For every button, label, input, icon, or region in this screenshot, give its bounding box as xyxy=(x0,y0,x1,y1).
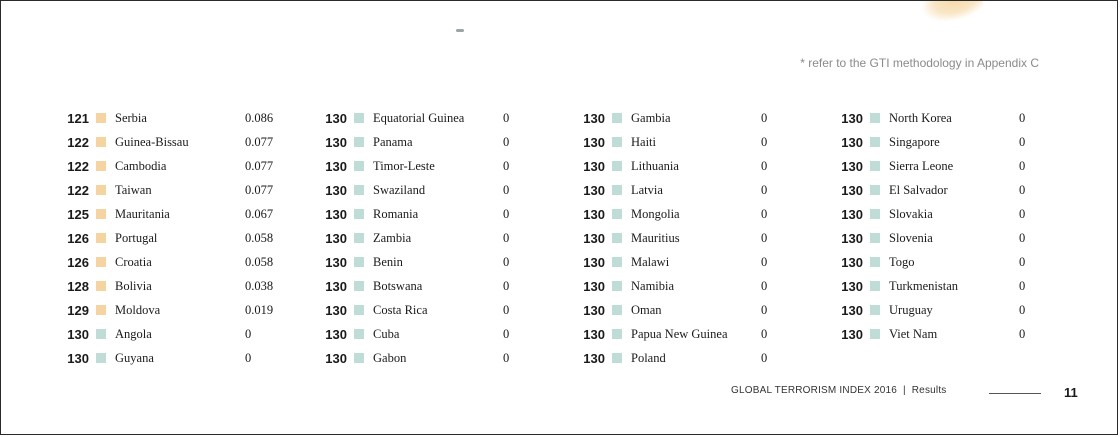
rank-value: 130 xyxy=(583,182,605,198)
country-name: Namibia xyxy=(631,278,675,293)
table-row xyxy=(61,178,301,202)
score-value: 0 xyxy=(1019,110,1026,125)
score-value: 0 xyxy=(1019,254,1026,269)
table-row xyxy=(835,202,1075,226)
score-value: 0 xyxy=(503,134,510,149)
score-value: 0 xyxy=(761,350,768,365)
country-name: Serbia xyxy=(115,110,147,125)
category-swatch xyxy=(612,137,622,147)
category-swatch xyxy=(354,281,364,291)
table-row xyxy=(319,250,559,274)
score-value: 0.038 xyxy=(245,278,274,293)
table-row xyxy=(577,226,817,250)
rank-value: 130 xyxy=(583,206,605,222)
table-row xyxy=(61,250,301,274)
country-name: Portugal xyxy=(115,230,158,245)
category-swatch xyxy=(870,305,880,315)
category-swatch xyxy=(96,353,106,363)
score-value: 0.086 xyxy=(245,110,274,125)
rank-value: 126 xyxy=(67,254,89,270)
country-name: Cambodia xyxy=(115,158,167,173)
category-swatch xyxy=(612,113,622,123)
rank-value: 129 xyxy=(67,302,89,318)
category-swatch xyxy=(870,257,880,267)
score-value: 0 xyxy=(503,230,510,245)
score-value: 0 xyxy=(761,326,768,341)
table-row xyxy=(577,106,817,130)
score-value: 0.077 xyxy=(245,134,274,149)
country-name: Latvia xyxy=(631,182,663,197)
country-name: Viet Nam xyxy=(889,326,938,341)
category-swatch xyxy=(870,185,880,195)
rank-value: 122 xyxy=(67,182,89,198)
score-value: 0 xyxy=(761,254,768,269)
rank-value: 130 xyxy=(325,158,347,174)
country-name: Haiti xyxy=(631,134,656,149)
table-row xyxy=(61,346,301,370)
rank-value: 130 xyxy=(67,326,89,342)
score-value: 0 xyxy=(1019,278,1026,293)
score-value: 0 xyxy=(503,278,510,293)
category-swatch xyxy=(612,305,622,315)
category-swatch xyxy=(354,257,364,267)
ranking-column-2 xyxy=(319,106,559,370)
country-name: Equatorial Guinea xyxy=(373,110,465,125)
country-name: Swaziland xyxy=(373,182,426,197)
score-value: 0.058 xyxy=(245,230,274,245)
category-swatch xyxy=(612,185,622,195)
category-swatch xyxy=(870,137,880,147)
rank-value: 130 xyxy=(583,134,605,150)
table-row xyxy=(61,274,301,298)
score-value: 0.077 xyxy=(245,158,274,173)
rank-value: 130 xyxy=(325,110,347,126)
decorative-splash xyxy=(918,0,986,29)
rank-value: 130 xyxy=(325,278,347,294)
rank-value: 130 xyxy=(841,278,863,294)
country-name: Papua New Guinea xyxy=(631,326,728,341)
score-value: 0 xyxy=(503,326,510,341)
category-swatch xyxy=(96,281,106,291)
country-name: Timor-Leste xyxy=(373,158,435,173)
score-value: 0 xyxy=(761,206,768,221)
score-value: 0 xyxy=(761,134,768,149)
rank-value: 130 xyxy=(67,350,89,366)
country-name: Turkmenistan xyxy=(889,278,958,293)
category-swatch xyxy=(96,137,106,147)
score-value: 0 xyxy=(503,350,510,365)
country-name: Costa Rica xyxy=(373,302,428,317)
country-name: Bolivia xyxy=(115,278,152,293)
score-value: 0 xyxy=(1019,206,1026,221)
rank-value: 130 xyxy=(325,302,347,318)
rank-value: 130 xyxy=(841,182,863,198)
table-row xyxy=(835,130,1075,154)
table-row xyxy=(577,298,817,322)
rank-value: 128 xyxy=(67,278,89,294)
score-value: 0.058 xyxy=(245,254,274,269)
score-value: 0 xyxy=(503,110,510,125)
country-name: Panama xyxy=(373,134,413,149)
country-name: Uruguay xyxy=(889,302,933,317)
score-value: 0 xyxy=(245,326,252,341)
country-name: Gambia xyxy=(631,110,671,125)
category-swatch xyxy=(96,257,106,267)
category-swatch xyxy=(96,233,106,243)
country-name: Croatia xyxy=(115,254,152,269)
rank-value: 130 xyxy=(841,326,863,342)
rank-value: 130 xyxy=(583,254,605,270)
rank-value: 130 xyxy=(583,230,605,246)
category-swatch xyxy=(96,305,106,315)
ranking-column-1 xyxy=(61,106,301,370)
footer-text xyxy=(731,385,947,396)
table-row xyxy=(319,322,559,346)
country-name: Poland xyxy=(631,350,666,365)
country-name: El Salvador xyxy=(889,182,948,197)
page-number: 11 xyxy=(1064,385,1078,400)
country-name: Mauritius xyxy=(631,230,680,245)
footer-separator: | xyxy=(902,385,906,396)
score-value: 0 xyxy=(1019,158,1026,173)
country-name: North Korea xyxy=(889,110,952,125)
category-swatch xyxy=(870,113,880,123)
country-name: Togo xyxy=(889,254,915,269)
table-row xyxy=(319,130,559,154)
table-row xyxy=(835,226,1075,250)
category-swatch xyxy=(612,209,622,219)
score-value: 0 xyxy=(1019,182,1026,197)
rank-value: 122 xyxy=(67,134,89,150)
category-swatch xyxy=(612,233,622,243)
table-row xyxy=(319,178,559,202)
category-swatch xyxy=(96,329,106,339)
table-row xyxy=(577,154,817,178)
footer-report-title: GLOBAL TERRORISM INDEX 2016 xyxy=(731,385,898,396)
category-swatch xyxy=(354,161,364,171)
rank-value: 130 xyxy=(841,158,863,174)
country-name: Mauritania xyxy=(115,206,170,221)
table-row xyxy=(835,274,1075,298)
score-value: 0.077 xyxy=(245,182,274,197)
table-row xyxy=(577,274,817,298)
rank-value: 130 xyxy=(841,254,863,270)
table-row xyxy=(835,250,1075,274)
score-value: 0 xyxy=(1019,302,1026,317)
table-row xyxy=(61,154,301,178)
rank-value: 130 xyxy=(325,206,347,222)
country-name: Malawi xyxy=(631,254,670,269)
rank-value: 130 xyxy=(841,134,863,150)
table-row xyxy=(835,154,1075,178)
category-swatch xyxy=(96,185,106,195)
rank-value: 130 xyxy=(583,278,605,294)
score-value: 0 xyxy=(1019,326,1026,341)
table-row xyxy=(319,154,559,178)
country-name: Slovakia xyxy=(889,206,933,221)
country-name: Slovenia xyxy=(889,230,933,245)
footer-rule xyxy=(989,393,1041,394)
category-swatch xyxy=(96,113,106,123)
score-value: 0 xyxy=(761,302,768,317)
table-row xyxy=(577,346,817,370)
table-row xyxy=(319,226,559,250)
score-value: 0 xyxy=(503,254,510,269)
category-swatch xyxy=(870,209,880,219)
country-name: Singapore xyxy=(889,134,940,149)
category-swatch xyxy=(612,329,622,339)
table-row xyxy=(835,106,1075,130)
rank-value: 130 xyxy=(583,326,605,342)
score-value: 0 xyxy=(503,302,510,317)
category-swatch xyxy=(612,353,622,363)
table-row xyxy=(319,202,559,226)
category-swatch xyxy=(354,113,364,123)
score-value: 0 xyxy=(761,278,768,293)
category-swatch xyxy=(354,305,364,315)
country-name: Mongolia xyxy=(631,206,680,221)
category-swatch xyxy=(354,329,364,339)
decorative-mark xyxy=(456,29,464,32)
table-row xyxy=(319,106,559,130)
rank-value: 130 xyxy=(325,182,347,198)
category-swatch xyxy=(870,233,880,243)
methodology-note: * refer to the GTI methodology in Appendix C xyxy=(800,56,1039,70)
table-row xyxy=(319,274,559,298)
score-value: 0.067 xyxy=(245,206,274,221)
rank-value: 126 xyxy=(67,230,89,246)
table-row xyxy=(61,130,301,154)
rank-value: 122 xyxy=(67,158,89,174)
category-swatch xyxy=(354,137,364,147)
category-swatch xyxy=(354,209,364,219)
rank-value: 130 xyxy=(325,326,347,342)
rank-value: 130 xyxy=(841,110,863,126)
score-value: 0 xyxy=(761,158,768,173)
rank-value: 130 xyxy=(583,158,605,174)
table-row xyxy=(835,322,1075,346)
table-row xyxy=(61,226,301,250)
score-value: 0 xyxy=(761,110,768,125)
category-swatch xyxy=(354,233,364,243)
table-row xyxy=(577,202,817,226)
country-name: Benin xyxy=(373,254,403,269)
rank-value: 130 xyxy=(325,350,347,366)
country-name: Romania xyxy=(373,206,419,221)
table-row xyxy=(577,178,817,202)
score-value: 0 xyxy=(1019,230,1026,245)
score-value: 0 xyxy=(245,350,252,365)
table-row xyxy=(835,178,1075,202)
category-swatch xyxy=(870,329,880,339)
category-swatch xyxy=(354,185,364,195)
country-name: Cuba xyxy=(373,326,400,341)
rank-value: 130 xyxy=(841,230,863,246)
rank-value: 121 xyxy=(67,110,89,126)
rank-value: 130 xyxy=(325,230,347,246)
ranking-column-4 xyxy=(835,106,1075,346)
score-value: 0 xyxy=(761,230,768,245)
table-row xyxy=(61,298,301,322)
footer-section: Results xyxy=(911,385,947,396)
score-value: 0 xyxy=(1019,134,1026,149)
table-row xyxy=(577,130,817,154)
score-value: 0 xyxy=(503,206,510,221)
rank-value: 130 xyxy=(325,254,347,270)
table-row xyxy=(61,202,301,226)
country-name: Guinea-Bissau xyxy=(115,134,189,149)
rank-value: 130 xyxy=(841,206,863,222)
category-swatch xyxy=(96,161,106,171)
country-name: Angola xyxy=(115,326,152,341)
table-row xyxy=(577,322,817,346)
country-name: Oman xyxy=(631,302,662,317)
country-name: Guyana xyxy=(115,350,154,365)
table-row xyxy=(61,322,301,346)
rank-value: 130 xyxy=(583,350,605,366)
country-name: Sierra Leone xyxy=(889,158,954,173)
ranking-column-3 xyxy=(577,106,817,370)
score-value: 0 xyxy=(761,182,768,197)
rank-value: 125 xyxy=(67,206,89,222)
table-row xyxy=(319,346,559,370)
country-name: Taiwan xyxy=(115,182,152,197)
score-value: 0 xyxy=(503,158,510,173)
category-swatch xyxy=(612,281,622,291)
category-swatch xyxy=(612,161,622,171)
table-row xyxy=(835,298,1075,322)
score-value: 0.019 xyxy=(245,302,274,317)
category-swatch xyxy=(870,281,880,291)
category-swatch xyxy=(96,209,106,219)
rank-value: 130 xyxy=(583,302,605,318)
category-swatch xyxy=(354,353,364,363)
score-value: 0 xyxy=(503,182,510,197)
table-row xyxy=(577,250,817,274)
country-name: Gabon xyxy=(373,350,407,365)
category-swatch xyxy=(870,161,880,171)
category-swatch xyxy=(612,257,622,267)
rank-value: 130 xyxy=(841,302,863,318)
country-name: Moldova xyxy=(115,302,161,317)
table-row xyxy=(319,298,559,322)
country-name: Botswana xyxy=(373,278,423,293)
rank-value: 130 xyxy=(325,134,347,150)
country-name: Lithuania xyxy=(631,158,679,173)
table-row xyxy=(61,106,301,130)
country-name: Zambia xyxy=(373,230,412,245)
rank-value: 130 xyxy=(583,110,605,126)
